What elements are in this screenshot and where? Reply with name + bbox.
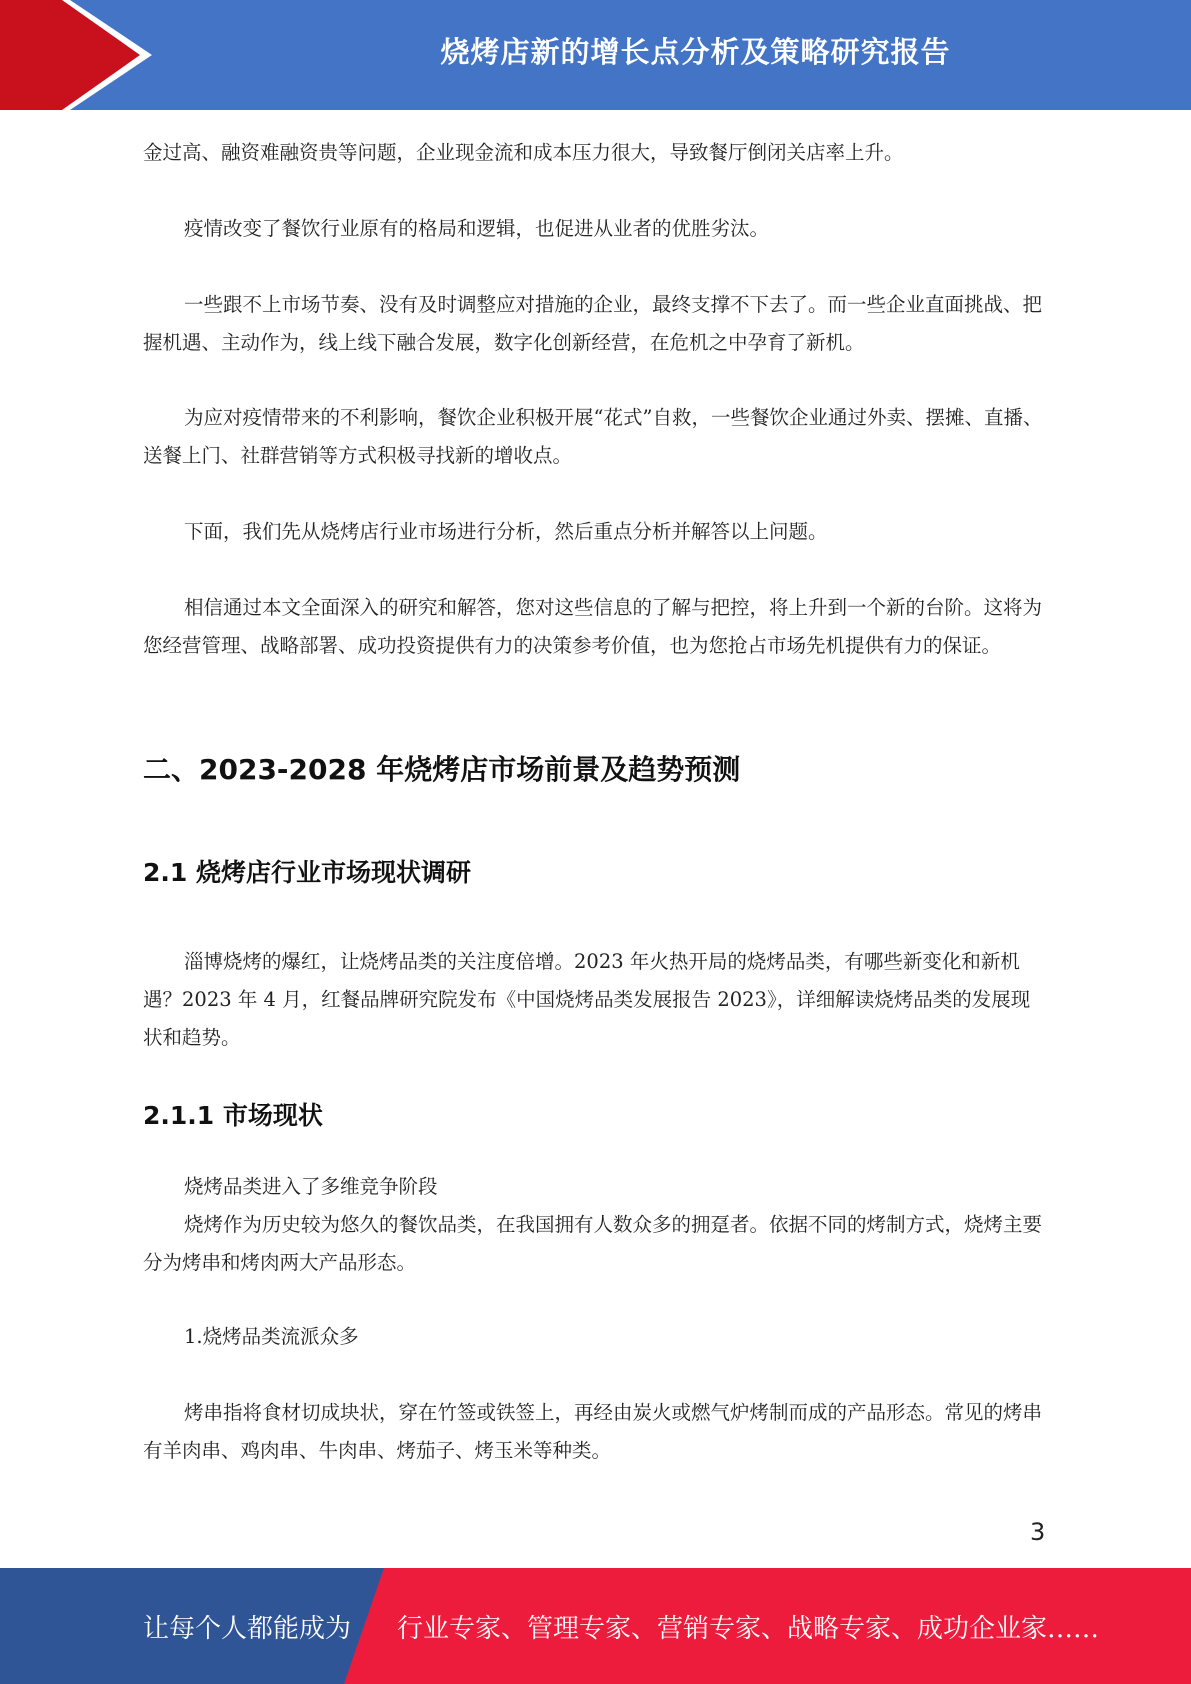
header-title: 烧烤店新的增长点分析及策略研究报告 [440, 34, 951, 69]
subsection-heading: 2.1.1 市场现状 [143, 1101, 323, 1130]
paragraph: 疫情改变了餐饮行业原有的格局和逻辑，也促进从业者的优胜劣汰。 [184, 217, 770, 240]
paragraph: 下面，我们先从烧烤店行业市场进行分析，然后重点分析并解答以上问题。 [184, 520, 828, 543]
paragraph: 一些跟不上市场节奏、没有及时调整应对措施的企业，最终支撑不下去了。而一些企业直面挑战、把握机遇、主动作为，线上线下融合发展，数字化创新经营，在危机之中孕育了新机。 [143, 293, 1043, 354]
paragraph: 烧烤品类进入了多维竞争阶段 [184, 1175, 438, 1198]
footer-slogan-right: 行业专家、管理专家、营销专家、战略专家、成功企业家…… [397, 1613, 1100, 1644]
paragraph: 淄博烧烤的爆红，让烧烤品类的关注度倍增。2023 年火热开局的烧烤品类，有哪些新变化和新机遇？2023 年 4 月，红餐品牌研究院发布《中国烧烤品类发展报告 2023》，详细解读烧烤品类的发展现状和趋势。 [143, 950, 1031, 1049]
page-footer [0, 1568, 1191, 1684]
section-heading: 二、2023-2028 年烧烤店市场前景及趋势预测 [143, 753, 741, 786]
paragraph: 为应对疫情带来的不利影响，餐饮企业积极开展“花式”自救，一些餐饮企业通过外卖、摆摊、直播、送餐上门、社群营销等方式积极寻找新的增收点。 [143, 406, 1043, 467]
paragraph: 烧烤作为历史较为悠久的餐饮品类，在我国拥有人数众多的拥趸者。依据不同的烤制方式，烧烤主要分为烤串和烤肉两大产品形态。 [143, 1213, 1043, 1274]
list-item: 1.烧烤品类流派众多 [184, 1325, 359, 1348]
page-header [0, 0, 1191, 110]
paragraph: 金过高、融资难融资贵等问题，企业现金流和成本压力很大，导致餐厅倒闭关店率上升。 [143, 141, 904, 164]
footer-slogan-left: 让每个人都能成为 [143, 1613, 352, 1644]
header-chevron-icon [0, 0, 160, 110]
subsection-heading: 2.1 烧烤店行业市场现状调研 [143, 858, 471, 887]
paragraph: 相信通过本文全面深入的研究和解答，您对这些信息的了解与把控，将上升到一个新的台阶。这将为您经营管理、战略部署、成功投资提供有力的决策参考价值，也为您抢占市场先机提供有力的保证。 [143, 596, 1043, 657]
page-number: 3 [1030, 1518, 1046, 1546]
paragraph: 烤串指将食材切成块状，穿在竹签或铁签上，再经由炭火或燃气炉烤制而成的产品形态。常见的烤串有羊肉串、鸡肉串、牛肉串、烤茄子、烤玉米等种类。 [143, 1401, 1043, 1462]
